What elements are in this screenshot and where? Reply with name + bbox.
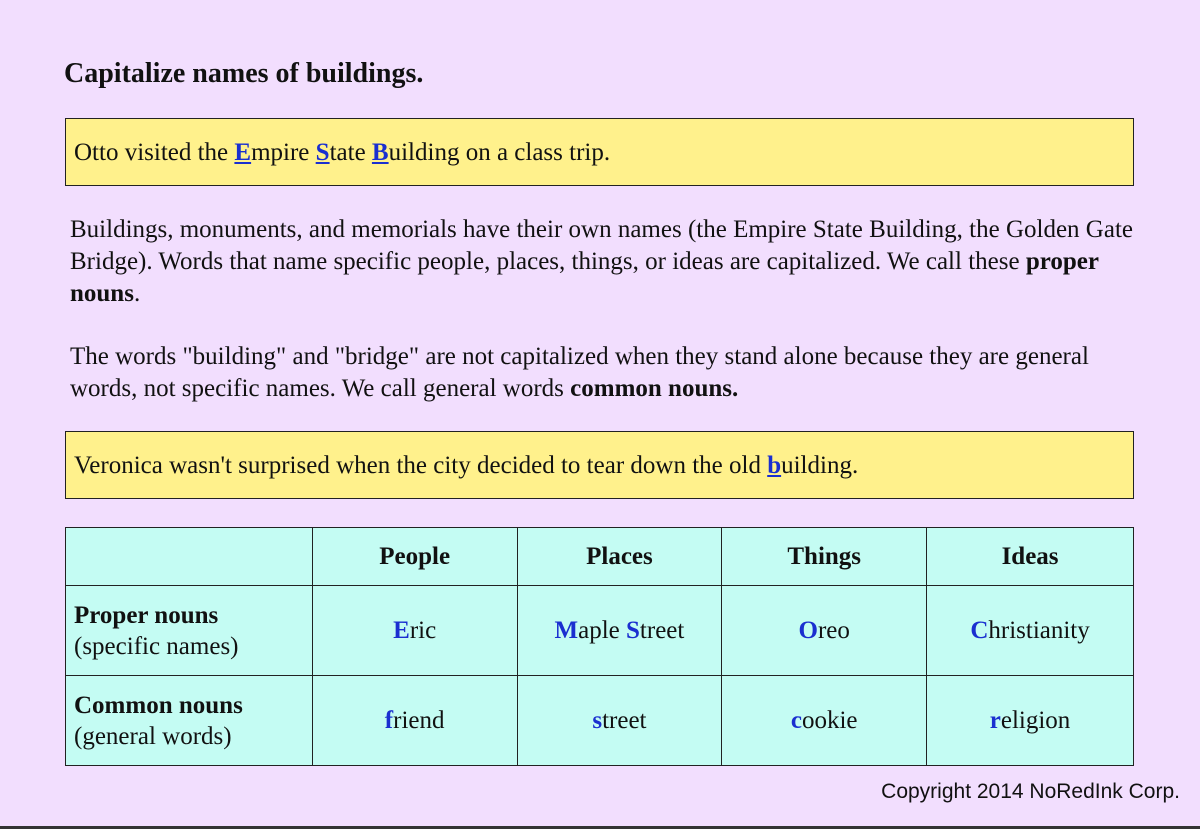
paragraph-1-end: . xyxy=(133,280,141,307)
example-1-cap-b: B xyxy=(371,139,389,166)
word-rest: hristianity xyxy=(988,616,1090,644)
cell-common-places xyxy=(517,676,722,766)
example-1-text: mpire xyxy=(251,139,316,166)
noun-comparison-table xyxy=(65,527,1134,766)
table-header-people: People xyxy=(312,528,517,586)
explanation-paragraph-1 xyxy=(70,214,1150,310)
table-row-common-nouns xyxy=(66,676,1134,766)
copyright-notice: Copyright 2014 NoRedInk Corp. xyxy=(881,780,1180,803)
example-sentence-2 xyxy=(65,431,1134,499)
row-title-proper: Proper nouns xyxy=(74,601,219,629)
table-header-things: Things xyxy=(722,528,927,586)
word-rest: riend xyxy=(393,706,445,734)
word-rest: eligion xyxy=(1000,706,1071,734)
example-2-lowercase-b: b xyxy=(767,452,782,479)
example-1-text: uilding on a class trip. xyxy=(388,139,611,166)
cap-letter: r xyxy=(989,706,1001,734)
example-1-text-before: Otto visited the xyxy=(74,139,235,166)
table-header-ideas: Ideas xyxy=(927,528,1134,586)
explanation-paragraph-2 xyxy=(70,341,1150,405)
cap-letter: S xyxy=(626,616,640,644)
cap-letter: E xyxy=(393,616,410,644)
example-1-cap-e: E xyxy=(234,139,252,166)
cell-common-ideas xyxy=(927,676,1134,766)
cell-proper-ideas xyxy=(927,586,1134,676)
word-rest: treet xyxy=(602,706,647,734)
row-subtitle-common: (general words) xyxy=(74,722,232,750)
example-1-cap-s: S xyxy=(315,139,330,166)
cell-common-things xyxy=(722,676,927,766)
example-2-text-before: Veronica wasn't surprised when the city decided to tear down the old xyxy=(74,452,768,479)
word-rest: reo xyxy=(817,616,850,644)
word-rest: aple xyxy=(578,616,627,644)
cell-common-people xyxy=(312,676,517,766)
page-title: Capitalize names of buildings. xyxy=(64,58,424,89)
cap-letter: O xyxy=(798,616,818,644)
table-header-places: Places xyxy=(517,528,722,586)
word-rest: ookie xyxy=(801,706,858,734)
row-header-proper xyxy=(66,586,313,676)
row-header-common xyxy=(66,676,313,766)
cap-letter: C xyxy=(970,616,989,644)
row-subtitle-proper: (specific names) xyxy=(74,632,239,660)
term-common-nouns: common nouns. xyxy=(570,375,739,402)
term-proper-nouns: proper nouns xyxy=(70,248,1099,307)
cap-letter: M xyxy=(554,616,579,644)
word-rest: ric xyxy=(409,616,437,644)
paragraph-1-text: Buildings, monuments, and memorials have their own names (the Empire State Building, the Golden Gate Bridge). Words that name specific people, places, things, or ideas are capitalized. We call these xyxy=(70,216,1133,275)
cap-letter: s xyxy=(592,706,603,734)
table-header-empty xyxy=(66,528,313,586)
cell-proper-places xyxy=(517,586,722,676)
cap-letter: c xyxy=(790,706,802,734)
example-1-text: tate xyxy=(329,139,372,166)
table-header-row xyxy=(66,528,1134,586)
cap-letter: f xyxy=(384,706,394,734)
word-rest: treet xyxy=(639,616,685,644)
cell-proper-people xyxy=(312,586,517,676)
table-row-proper-nouns xyxy=(66,586,1134,676)
paragraph-2-text: The words "building" and "bridge" are not capitalized when they stand alone because they are general words, not specific names. We call general words xyxy=(70,343,1089,402)
cell-proper-things xyxy=(722,586,927,676)
example-sentence-1 xyxy=(65,118,1134,186)
row-title-common: Common nouns xyxy=(74,691,243,719)
example-2-text-after: uilding. xyxy=(781,452,859,479)
